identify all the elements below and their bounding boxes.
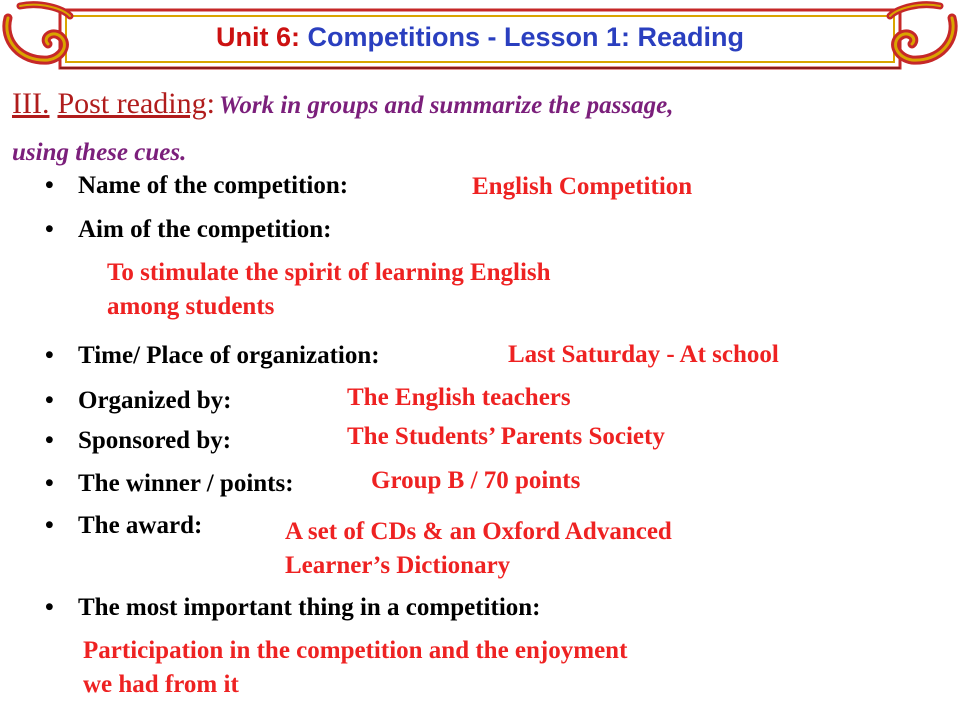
cue-label: The award: xyxy=(78,512,203,539)
cue-item xyxy=(45,342,380,370)
cue-answer xyxy=(83,634,627,702)
cue-label: Aim of the competition: xyxy=(78,216,332,243)
bullet-icon: • xyxy=(45,387,54,414)
cue-answer: Group B / 70 points xyxy=(371,467,581,494)
cue-answer: The English teachers xyxy=(347,384,571,411)
section-colon: : xyxy=(206,87,215,120)
answer-line: Learner’s Dictionary xyxy=(285,552,511,579)
answer-line: Participation in the competition and the enjoyment xyxy=(83,637,628,664)
cue-answer: The Students’ Parents Society xyxy=(347,423,665,450)
section-label: Post reading xyxy=(57,87,207,120)
cue-item xyxy=(45,216,331,244)
answer-line: A set of CDs & an Oxford Advanced xyxy=(285,518,672,545)
bullet-icon: • xyxy=(45,216,54,243)
page-title xyxy=(0,22,960,53)
cue-label: Sponsored by: xyxy=(78,427,232,454)
cue-label: Name of the competition: xyxy=(78,172,349,199)
section-number: III. xyxy=(12,87,50,120)
cue-item xyxy=(45,427,231,455)
cue-item xyxy=(45,387,231,415)
bullet-icon: • xyxy=(45,594,54,621)
cue-answer: Last Saturday - At school xyxy=(508,341,779,368)
bullet-icon: • xyxy=(45,427,54,454)
instruction-text: Work in groups and summarize the passage, xyxy=(218,92,674,119)
cue-label: Organized by: xyxy=(78,387,232,414)
instruction-text-2: using these cues. xyxy=(12,139,187,166)
cue-item xyxy=(45,172,348,200)
cue-item xyxy=(45,594,541,622)
answer-line: among students xyxy=(107,293,275,320)
bullet-icon: • xyxy=(45,470,54,497)
cue-answer: English Competition xyxy=(472,173,693,200)
cue-item xyxy=(45,470,294,498)
cue-item xyxy=(45,512,202,540)
bullet-icon: • xyxy=(45,342,54,369)
unit-label: Unit 6: xyxy=(215,22,300,52)
answer-line: To stimulate the spirit of learning English xyxy=(107,259,551,286)
bullet-icon: • xyxy=(45,172,54,199)
lesson-title: Competitions - Lesson 1: Reading xyxy=(307,22,745,52)
cue-answer xyxy=(285,515,672,583)
cue-label: The winner / points: xyxy=(78,470,294,497)
bullet-icon: • xyxy=(45,512,54,539)
cue-answer xyxy=(107,256,551,324)
title-banner xyxy=(0,0,960,80)
cue-label: Time/ Place of organization: xyxy=(78,342,380,369)
answer-line: we had from it xyxy=(83,671,239,698)
section-heading xyxy=(12,82,952,178)
cue-label: The most important thing in a competition: xyxy=(78,594,541,621)
